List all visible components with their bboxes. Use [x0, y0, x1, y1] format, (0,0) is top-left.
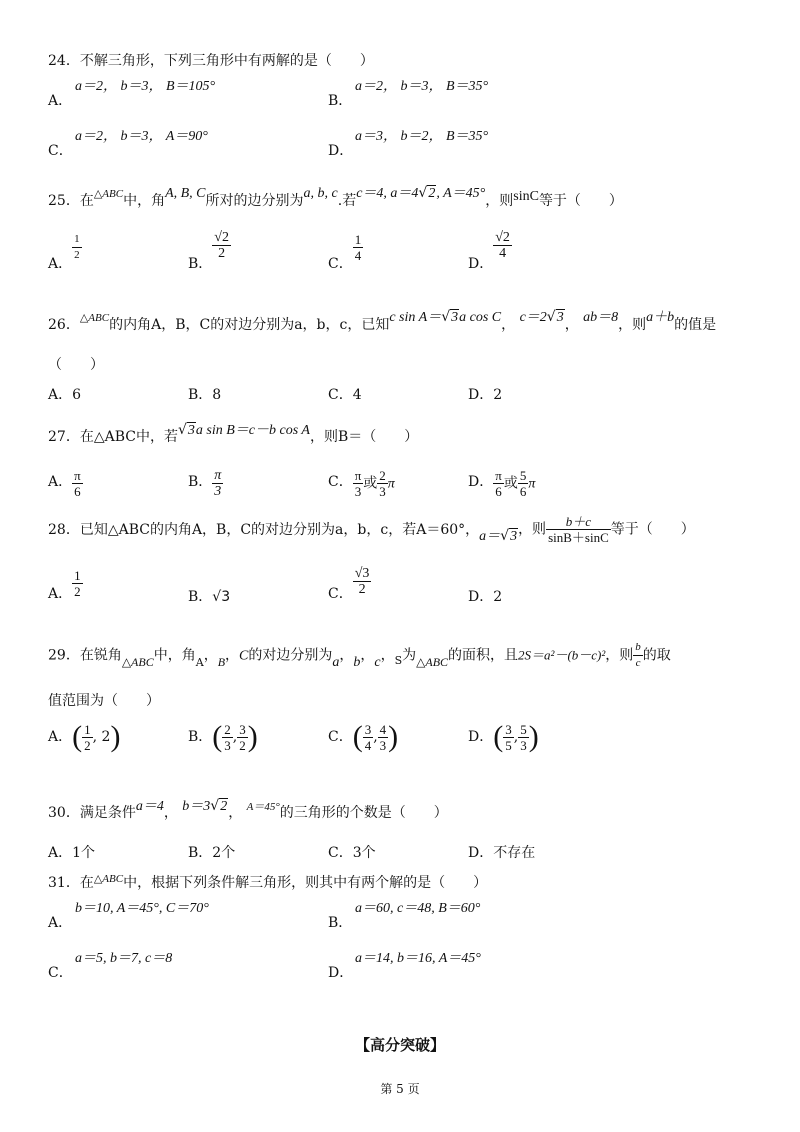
q26-option-a-value: 6: [72, 387, 82, 403]
q29-side-a: a: [332, 654, 340, 670]
q29-c-den1: 4: [364, 737, 372, 753]
q25-text-6: 等于（ ）: [538, 193, 623, 209]
q30-text-1: 30．满足条件: [48, 805, 136, 821]
q31-triangle: △ABC: [93, 873, 124, 885]
q29-angle-a: A: [195, 655, 204, 669]
q31-option-d-math: a＝14, b＝16, A＝45°: [355, 951, 481, 966]
q25-text-1: 25．在: [48, 193, 94, 209]
q26-option-a-label: A．: [48, 387, 73, 403]
q30-option-a-label: A．: [48, 845, 73, 861]
q25-option-d: [468, 230, 512, 272]
q31-option-d-label: D．: [328, 965, 354, 981]
q29-comma: ，: [380, 647, 395, 664]
q29-line-2: 值范围为（ ）: [48, 693, 160, 709]
q29-angle-c: C: [239, 648, 249, 664]
right-paren-icon: ): [388, 720, 399, 753]
q27-c-den2: 3: [379, 484, 386, 499]
q27-option-a-label: A．: [48, 473, 73, 490]
q27-text-1: 27．在△ABC中，若: [48, 429, 178, 445]
q31-option-b-label: B．: [328, 915, 353, 931]
q27-option-d-label: D．: [468, 473, 494, 490]
q25-cond-part2: , A＝45°: [436, 186, 486, 201]
q28-a-eq: a＝: [479, 528, 501, 544]
q26-paren: （ ）: [48, 357, 104, 373]
q29-text-7: 的取: [642, 647, 671, 664]
q28-option-b: [188, 588, 230, 606]
q26-option-a: [48, 386, 81, 404]
q29-c-num1: 3: [364, 721, 372, 737]
q25-text-4: .若: [337, 193, 357, 209]
q24-option-d-label: D．: [328, 143, 354, 159]
q25-d-den: 4: [499, 246, 507, 261]
q29-area-s: S: [394, 653, 403, 667]
q28-option-b-value: √3: [212, 589, 231, 605]
q30-option-c: [328, 844, 376, 862]
q26-eq1-radicand: 3: [451, 310, 459, 325]
q25-sinc: sinC: [513, 189, 539, 204]
q29-option-d: D．( $\frac{3}{5}$ , $\frac{5}{3}$ ): [468, 720, 539, 753]
q26-option-b-value: 8: [212, 387, 222, 403]
q25-option-d-label: D．: [468, 255, 494, 272]
q30-option-c-value: 3个: [352, 845, 376, 861]
q29-option-c-label: C．: [328, 729, 353, 745]
right-paren-icon: ): [247, 720, 258, 753]
q27-stem: [48, 422, 419, 447]
q26-stem: [48, 309, 717, 335]
q24-option-c-math: a＝2， b＝3， A＝90°: [75, 129, 208, 144]
q28-option-d-label: D．: [468, 589, 494, 605]
sqrt-icon: √: [500, 527, 510, 544]
q29-b-num1: 2: [224, 721, 231, 737]
q29-comma: ，: [339, 647, 354, 664]
q24-option-c-label: C．: [48, 143, 73, 159]
page-number: 第 5 页: [380, 1082, 420, 1096]
q26-eq2: [520, 310, 565, 325]
q25-condition: [356, 186, 485, 201]
q24-stem: 24．不解三角形，下列三角形中有两解的是（ ）: [48, 53, 374, 69]
q26-text-2: 的内角A，B，C的对边分别为a，b，c，已知: [109, 317, 390, 333]
q26-eq4: a＋b: [646, 310, 675, 325]
q30-text-2: 的三角形的个数是（ ）: [279, 805, 448, 821]
q30-option-b-label: B．: [188, 845, 213, 861]
q30-option-b: [188, 844, 235, 862]
q26-triangle: △ABC: [79, 312, 110, 324]
q30-option-a: [48, 844, 95, 862]
q30-option-d-label: D．: [468, 845, 494, 861]
q28-c-den: 2: [358, 582, 366, 597]
q26-text-1: 26．: [48, 317, 80, 333]
q29-side-b: b: [353, 654, 361, 670]
q25-text-2: 中，角: [123, 193, 166, 209]
q26-eq2-radicand: 3: [556, 310, 564, 325]
q28-a-den: 2: [74, 584, 81, 599]
q29-a-num: 1: [84, 721, 91, 737]
q26-sep2: ，: [564, 317, 579, 333]
q26-option-b: [188, 386, 221, 404]
q31-option-c-math: a＝5, b＝7, c＝8: [75, 951, 173, 966]
q28-frac-num: b＋c: [546, 514, 611, 530]
q24-option-a-math: a＝2， b＝3， B＝105°: [75, 79, 216, 94]
q29-comma: ，: [225, 647, 240, 664]
q25-c-num: 1: [354, 232, 362, 247]
q30-cond-2-radicand: 2: [220, 799, 228, 814]
q27-b-num: π: [214, 468, 222, 483]
q27-d-or: 或: [503, 475, 518, 492]
q26-option-d: [468, 386, 502, 404]
q25-angles: A, B, C: [165, 186, 206, 201]
q28-option-a-label: A．: [48, 585, 73, 602]
q28-text-1: 28．已知△ABC的内角A，B，C的对边分别为a，b，c，若A＝60°，: [48, 521, 480, 538]
q30-option-a-value: 1个: [72, 845, 96, 861]
sqrt-icon: √: [441, 309, 451, 325]
q27-c-den1: 3: [354, 484, 362, 499]
q30-cond-2: [182, 799, 228, 814]
q29-equation: 2S＝a²－(b－c)²: [518, 647, 606, 663]
q24-option-a-label: A．: [48, 93, 73, 109]
q31-option-c-label: C．: [48, 965, 73, 981]
q25-cond-radicand: 2: [428, 186, 436, 201]
q25-stem: [48, 185, 623, 211]
q26-eq2-part1: c＝2: [519, 310, 547, 325]
q27-option-c: [328, 468, 395, 499]
q26-eq1-part2: a cos C: [459, 310, 502, 325]
q27-option-a: [48, 468, 83, 499]
q29-option-b: B．( $\frac{2}{3}$ , $\frac{3}{2}$ ): [188, 720, 258, 753]
q28-stem: [48, 514, 695, 545]
q28-text-3: 等于（ ）: [610, 521, 695, 538]
q27-option-c-label: C．: [328, 473, 353, 490]
q28-option-d-value: 2: [493, 589, 503, 605]
left-paren-icon: (: [72, 720, 83, 753]
sqrt-icon: √: [210, 798, 220, 814]
q29-text-3: 的对边分别为: [248, 647, 333, 664]
q25-d-num: √2: [495, 230, 510, 245]
left-paren-icon: (: [212, 720, 223, 753]
q29-b-den1: 3: [224, 737, 231, 753]
q24-option-b-math: a＝2， b＝3， B＝35°: [355, 79, 489, 94]
q25-c-den: 4: [354, 248, 362, 263]
sqrt-icon: √: [546, 309, 556, 325]
q28-c-num: √3: [354, 566, 370, 581]
left-paren-icon: (: [352, 720, 363, 753]
right-paren-icon: ): [528, 720, 539, 753]
q31-text-2: 中，根据下列条件解三角形，则其中有两个解的是（ ）: [123, 875, 488, 891]
q27-c-or: 或: [363, 475, 378, 492]
q30-cond-2-part: b＝3: [182, 799, 211, 814]
q27-a-num: π: [74, 468, 81, 483]
q25-sides: a, b, c: [303, 186, 338, 201]
q29-option-d-label: D．: [468, 729, 494, 745]
q28-option-b-label: B．: [188, 589, 213, 605]
q29-side-c: c: [374, 654, 381, 670]
q26-sep1: ，: [501, 317, 516, 333]
q29-option-a-label: A．: [48, 729, 73, 745]
q28-text-2: ，则: [518, 521, 547, 538]
q28-option-c-label: C．: [328, 585, 353, 602]
q27-option-b: [188, 468, 223, 499]
q29-frac-den: c: [635, 657, 641, 669]
q31-option-a-math: b＝10, A＝45°, C＝70°: [75, 901, 209, 916]
q30-option-b-value: 2个: [212, 845, 236, 861]
q30-option-d-value: 不存在: [493, 845, 536, 861]
sqrt-icon: √: [418, 185, 428, 201]
q28-root: [500, 529, 518, 544]
q25-option-a: [48, 232, 82, 272]
q30-stem: [48, 798, 448, 823]
q29-comma: ，: [203, 647, 218, 664]
q29-triangle-2: △ABC: [416, 654, 449, 669]
q26-option-c-value: 4: [352, 387, 362, 403]
q26-option-c-label: C．: [328, 387, 353, 403]
q30-sep2: ，: [228, 805, 243, 821]
q29-comma: ，: [360, 647, 375, 664]
q29-stem: [48, 640, 671, 671]
q29-text-6: ，则: [605, 647, 634, 664]
q25-a-num: 1: [72, 232, 82, 248]
q27-equation: [178, 423, 310, 438]
q30-cond-1: a＝4: [135, 799, 164, 814]
q25-option-a-label: A．: [48, 255, 73, 272]
section-title: 【高分突破】: [354, 1036, 445, 1054]
q27-a-den: 6: [74, 484, 81, 499]
q29-b-num2: 3: [239, 721, 246, 737]
q28-a-num: 1: [74, 568, 81, 583]
q26-option-d-label: D．: [468, 387, 494, 403]
q29-d-den1: 5: [505, 737, 512, 753]
q31-text-1: 31．在: [48, 875, 94, 891]
q29-option-c: C．( $\frac{3}{4}$ , $\frac{4}{3}$ ): [328, 720, 399, 753]
q26-option-c: [328, 386, 362, 404]
right-paren-icon: ): [110, 720, 121, 753]
q26-option-b-label: B．: [188, 387, 213, 403]
q29-text-5: 的面积，且: [448, 647, 519, 664]
q29-text-1: 29．在锐角: [48, 647, 122, 664]
q25-cond-part1: c＝4, a＝4: [356, 186, 419, 201]
q29-c-num2: 4: [379, 721, 387, 737]
q29-b-den2: 2: [239, 737, 246, 753]
q25-a-den: 2: [74, 249, 80, 261]
q27-c-num2: 2: [379, 468, 386, 483]
q27-d-num1: π: [495, 468, 502, 483]
q31-option-a-label: A．: [48, 915, 73, 931]
q25-option-b-label: B．: [188, 255, 213, 272]
q29-d-den2: 3: [520, 737, 527, 753]
q26-eq1: [389, 310, 501, 325]
q26-text-4: 的值是: [674, 317, 717, 333]
q29-text-4: 为: [402, 647, 417, 664]
q27-text-2: ，则B＝（ ）: [309, 429, 419, 445]
q27-c-pi: π: [387, 476, 395, 492]
q29-option-a: [48, 720, 120, 754]
q30-sep1: ，: [163, 805, 178, 821]
q27-d-pi: π: [528, 476, 536, 492]
q29-angle-b: B: [217, 654, 226, 669]
q28-radicand: 3: [510, 528, 518, 544]
q25-option-c-label: C．: [328, 255, 353, 272]
sqrt-icon: √: [177, 422, 187, 438]
q30-option-d: [468, 844, 535, 862]
q26-option-d-value: 2: [493, 387, 503, 403]
q30-cond-3: A＝45°: [246, 801, 280, 813]
q28-option-a: [48, 568, 83, 602]
q25-option-b: [188, 230, 231, 272]
q29-d-num2: 5: [520, 721, 527, 737]
q27-option-d: [468, 468, 535, 499]
q27-c-num1: π: [354, 468, 362, 483]
q29-triangle: △ABC: [121, 654, 154, 669]
q27-option-b-label: B．: [188, 473, 213, 490]
q27-d-num2: 5: [519, 468, 527, 483]
q31-option-b-math: a＝60, c＝48, B＝60°: [355, 901, 481, 916]
q27-eq: a sin B＝c－b cos A: [195, 423, 310, 438]
q25-option-c: [328, 232, 363, 272]
q27-d-den1: 6: [495, 484, 502, 499]
q31-stem: [48, 874, 487, 893]
q29-frac-num: b: [633, 640, 643, 656]
q28-option-c: [328, 566, 371, 602]
q24-option-d-math: a＝3， b＝2， B＝35°: [355, 129, 489, 144]
q26-eq1-part1: c sin A＝: [389, 310, 442, 325]
q29-d-num1: 3: [505, 721, 512, 737]
q25-b-num: √2: [214, 230, 229, 245]
q25-text-3: 所对的边分别为: [205, 193, 304, 209]
q27-d-den2: 6: [519, 484, 527, 499]
q29-c-den2: 3: [379, 737, 387, 753]
q27-radicand: 3: [187, 423, 195, 438]
q26-eq3: ab＝8: [583, 310, 619, 325]
q29-text-2: 中，角: [153, 647, 196, 664]
q27-b-den: 3: [214, 484, 222, 499]
q30-option-c-label: C．: [328, 845, 353, 861]
q25-triangle: △ABC: [93, 188, 124, 200]
left-paren-icon: (: [493, 720, 504, 753]
q29-a-den: 2: [84, 737, 91, 753]
q25-text-5: ，则: [485, 193, 514, 209]
q26-text-3: ，则: [618, 317, 647, 333]
q28-option-d: [468, 588, 502, 606]
q29-option-b-label: B．: [188, 729, 213, 745]
q28-frac-den: sinB＋sinC: [548, 530, 609, 545]
q24-option-b-label: B．: [328, 93, 353, 109]
q29-a-rest: , 2: [92, 729, 111, 745]
q25-b-den: 2: [218, 246, 226, 261]
